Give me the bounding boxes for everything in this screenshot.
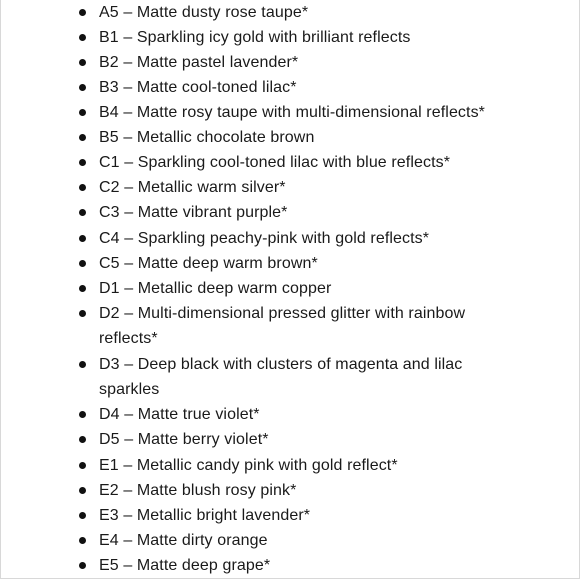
bullet-icon xyxy=(79,361,86,368)
bullet-icon xyxy=(79,159,86,166)
bullet-icon xyxy=(79,512,86,519)
bullet-icon xyxy=(79,209,86,216)
shade-text: D1 – Metallic deep warm copper xyxy=(99,280,332,297)
shade-text: E3 – Metallic bright lavender* xyxy=(99,507,311,524)
shade-text: C1 – Sparkling cool-toned lilac with blue reflects* xyxy=(99,154,451,171)
shade-text: D4 – Matte true violet* xyxy=(99,406,260,423)
bullet-icon xyxy=(79,184,86,191)
shade-text: E4 – Matte dirty orange xyxy=(99,532,268,549)
bullet-icon xyxy=(79,310,86,317)
bullet-icon xyxy=(79,436,86,443)
bullet-icon xyxy=(79,34,86,41)
shade-text: B4 – Matte rosy taupe with multi-dimensional reflects* xyxy=(99,104,486,121)
bullet-icon xyxy=(79,487,86,494)
shade-text: E1 – Metallic candy pink with gold reflect* xyxy=(99,457,398,474)
bullet-icon xyxy=(79,260,86,267)
bullet-icon xyxy=(79,109,86,116)
bullet-icon xyxy=(79,84,86,91)
shade-text: D2 – Multi-dimensional pressed glitter with rainbow reflects* xyxy=(99,305,466,347)
bullet-icon xyxy=(79,285,86,292)
shade-text: C5 – Matte deep warm brown* xyxy=(99,255,318,272)
shade-text: B2 – Matte pastel lavender* xyxy=(99,54,299,71)
shade-text: B5 – Metallic chocolate brown xyxy=(99,129,315,146)
bullet-icon xyxy=(79,411,86,418)
bullet-icon xyxy=(79,462,86,469)
shade-text: B1 – Sparkling icy gold with brilliant reflects xyxy=(99,29,411,46)
bullet-icon xyxy=(79,59,86,66)
bullet-icon xyxy=(79,537,86,544)
shade-text: D5 – Matte berry violet* xyxy=(99,431,269,448)
bullet-icon xyxy=(79,134,86,141)
shade-text: B3 – Matte cool-toned lilac* xyxy=(99,79,297,96)
shade-text: D3 – Deep black with clusters of magenta and lilac sparkles xyxy=(99,356,463,398)
shade-text: A5 – Matte dusty rose taupe* xyxy=(99,4,309,21)
shade-text: E2 – Matte blush rosy pink* xyxy=(99,482,297,499)
shade-text: C3 – Matte vibrant purple* xyxy=(99,204,288,221)
bullet-icon xyxy=(79,562,86,569)
shade-text: C2 – Metallic warm silver* xyxy=(99,179,286,196)
shade-text: E5 – Matte deep grape* xyxy=(99,557,271,574)
bullet-icon xyxy=(79,9,86,16)
bullet-icon xyxy=(79,235,86,242)
shade-text: C4 – Sparkling peachy-pink with gold reflects* xyxy=(99,230,430,247)
